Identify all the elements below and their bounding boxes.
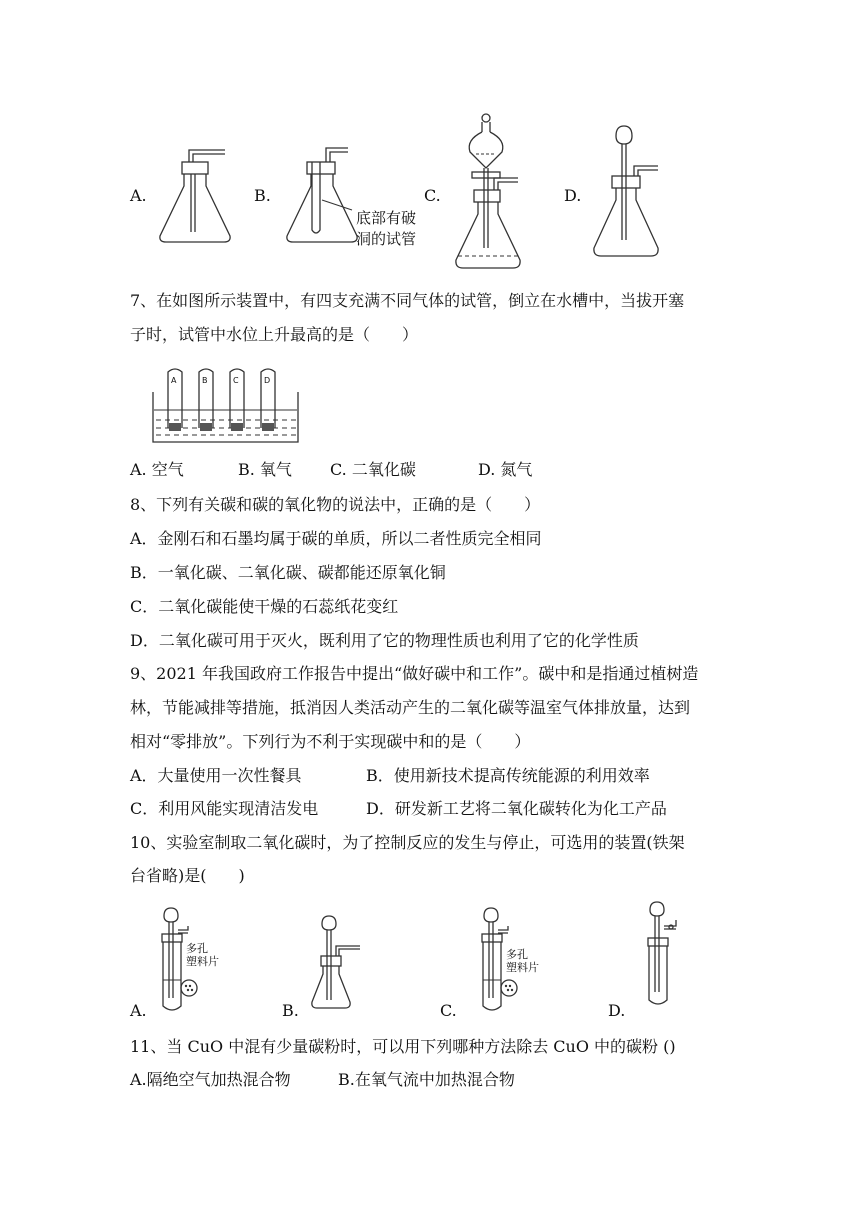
- q6-apparatus-d-long-neck-funnel-flask: [590, 122, 670, 262]
- q11-stem: 11、当 CuO 中混有少量碳粉时，可以用下列哪种方法除去 CuO 中的碳粉 (): [130, 1037, 676, 1056]
- q9-option-c: C．利用风能实现清洁发电: [130, 799, 319, 818]
- q10-apparatus-b-flask-funnel: [310, 914, 370, 1014]
- q7-option-a: A. 空气: [130, 460, 184, 479]
- q7-option-d: D. 氮气: [478, 460, 533, 479]
- q7-option-c: C. 二氧化碳: [330, 460, 416, 479]
- q8-option-b: B．一氧化碳、二氧化碳、碳都能还原氧化铜: [130, 563, 446, 582]
- q9-stem-line2: 林，节能减排等措施，抵消因人类活动产生的二氧化碳等温室气体排放量，达到: [130, 698, 691, 717]
- q6-option-a-label: A.: [130, 186, 147, 205]
- q7-option-b: B. 氧气: [238, 460, 292, 479]
- q10-stem-line2: 台省略)是( ): [130, 866, 245, 885]
- q10-option-b-label: B.: [282, 1001, 299, 1020]
- q6-option-d-label: D.: [564, 186, 582, 205]
- q9-stem-line3: 相对“零排放”。下列行为不利于实现碳中和的是（ ）: [130, 732, 531, 751]
- q8-option-d: D．二氧化碳可用于灭火，既利用了它的物理性质也利用了它的化学性质: [130, 631, 639, 650]
- q10-a-plate-label-2: 塑料片: [186, 955, 219, 968]
- q10-stem-line1: 10、实验室制取二氧化碳时，为了控制反应的发生与停止，可选用的装置(铁架: [130, 833, 685, 852]
- q6-b-note-line1: 底部有破: [356, 209, 417, 227]
- q7-tube-labels: [152, 368, 300, 444]
- q10-apparatus-d-tube-funnel: [640, 900, 700, 1010]
- q10-c-plate-label-1: 多孔: [506, 948, 528, 961]
- q11-option-b: B.在氧气流中加热混合物: [338, 1070, 515, 1089]
- q6-b-note-line2: 洞的试管: [356, 230, 417, 248]
- q7-stem-line1: 7、在如图所示装置中，有四支充满不同气体的试管，倒立在水槽中，当拔开塞: [130, 291, 685, 310]
- q8-stem: 8、下列有关碳和碳的氧化物的说法中，正确的是（ ）: [130, 495, 541, 514]
- q7-tube-label-d: D: [264, 376, 271, 385]
- q10-c-plate-label-2: 塑料片: [506, 961, 539, 974]
- q9-option-d: D．研发新工艺将二氧化碳转化为化工产品: [366, 799, 667, 818]
- q10-option-c-label: C.: [440, 1001, 457, 1020]
- q9-stem-line1: 9、2021 年我国政府工作报告中提出“做好碳中和工作”。碳中和是指通过植树造: [130, 664, 699, 683]
- q9-option-b: B．使用新技术提高传统能源的利用效率: [366, 766, 650, 785]
- q7-tube-label-b: B: [202, 376, 208, 385]
- q6-apparatus-a-flask: [155, 140, 235, 250]
- q6-b-note: [356, 208, 416, 250]
- q6-apparatus-b-flask: [282, 140, 362, 250]
- q6-option-c-label: C.: [424, 186, 441, 205]
- q9-option-a: A．大量使用一次性餐具: [130, 766, 302, 785]
- q6-option-b-label: B.: [254, 186, 271, 205]
- q10-a-plate-label-1: 多孔: [186, 942, 208, 955]
- q8-option-c: C．二氧化碳能使干燥的石蕊纸花变红: [130, 597, 399, 616]
- q10-a-plate-label: [186, 942, 219, 968]
- q10-c-plate-label: [506, 948, 539, 974]
- q7-stem-line2: 子时，试管中水位上升最高的是（ ）: [130, 325, 419, 344]
- q6-apparatus-c-separatory-funnel-flask: [452, 108, 532, 278]
- q8-option-a: A．金刚石和石墨均属于碳的单质，所以二者性质完全相同: [130, 529, 542, 548]
- q7-tube-label-a: A: [171, 376, 177, 385]
- q7-tube-label-c: C: [233, 376, 239, 385]
- q10-option-d-label: D.: [608, 1001, 626, 1020]
- q11-option-a: A.隔绝空气加热混合物: [130, 1070, 291, 1089]
- q10-option-a-label: A.: [130, 1001, 147, 1020]
